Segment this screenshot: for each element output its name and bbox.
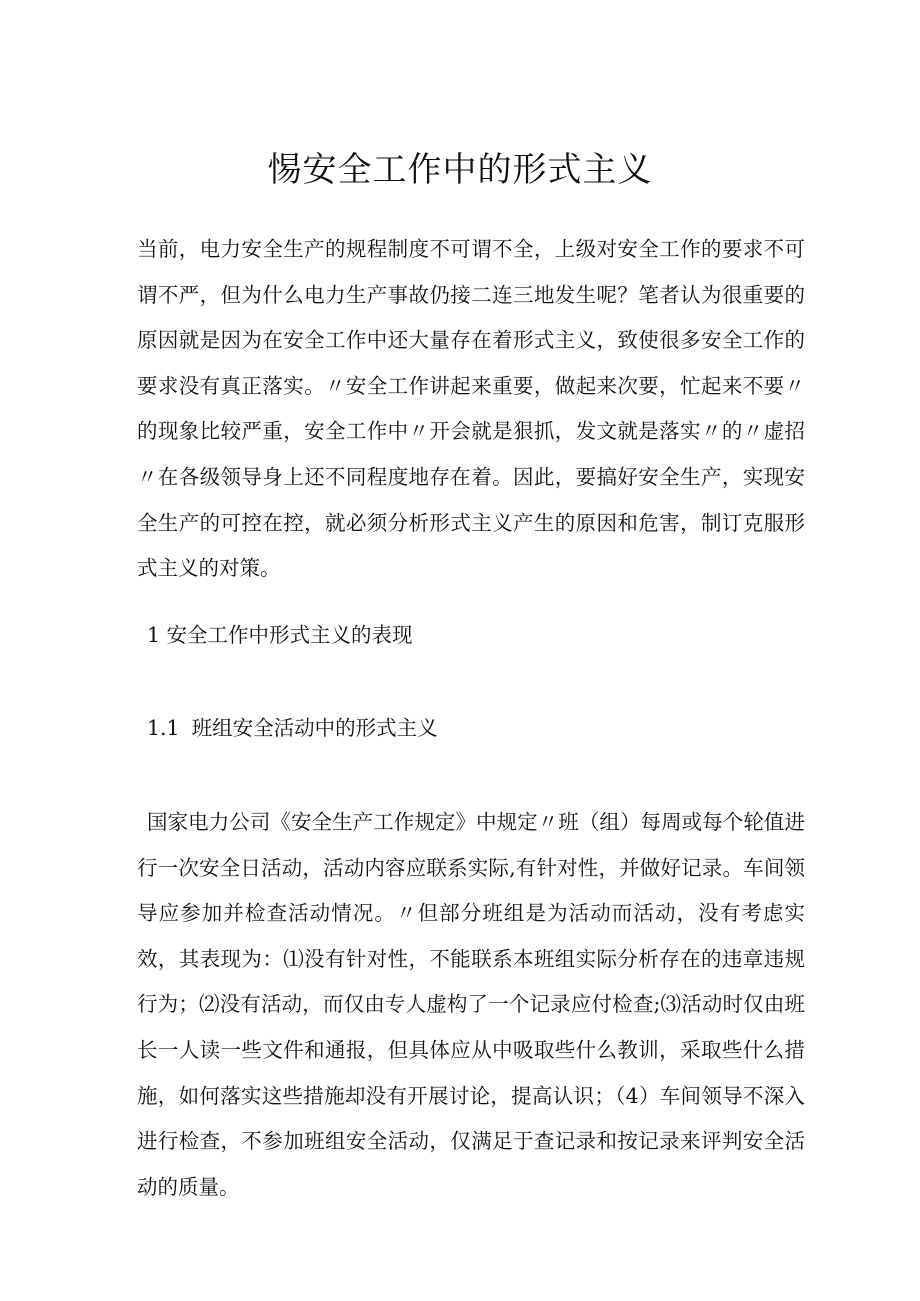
document-title: 惕安全工作中的形式主义: [267, 150, 653, 190]
section-1-1-heading: [147, 713, 438, 743]
section-1-1-title: 班组安全活动中的形式主义: [191, 716, 438, 740]
section-1-1-body: 国家电力公司《安全生产工作规定》中规定〃班（组）每周或每个轮值进行一次安全日活动，活动内容应联系实际,有针对性，并做好记录。车间领导应参加并检查活动情况。〃但部分班组是为活动而活动，没有考虑实效，其表现为：⑴没有针对性，不能联系本班组实际分析存在的违章违规行为；⑵没有活动，而仅由专人虚构了一个记录应付检查;⑶活动时仅由班长一人读一些文件和通报，但具体应从中吸取些什么教训，采取些什么措施，如何落实这些措施却没有开展讨论，提高认识；（4）车间领导不深入进行检查，不参加班组安全活动，仅满足于查记录和按记录来评判安全活动的质量。: [137, 810, 805, 1199]
section-1-1-number: 1.1: [147, 716, 180, 740]
section-1-heading: 1 安全工作中形式主义的表现: [147, 623, 413, 647]
intro-paragraph: 当前，电力安全生产的规程制度不可谓不全，上级对安全工作的要求不可谓不严，但为什么电力生产事故仍接二连三地发生呢？笔者认为很重要的原因就是因为在安全工作中还大量存在着形式主义，致使很多安全工作的要求没有真正落实。〃安全工作讲起来重要，做起来次要，忙起来不要〃的现象比较严重，安全工作中〃开会就是狠抓，发文就是落实〃的〃虚招〃在各级领导身上还不同程度地存在着。因此，要搞好安全生产，实现安全生产的可控在控，就必须分析形式主义产生的原因和危害，制订克服形式主义的对策。: [137, 237, 805, 581]
